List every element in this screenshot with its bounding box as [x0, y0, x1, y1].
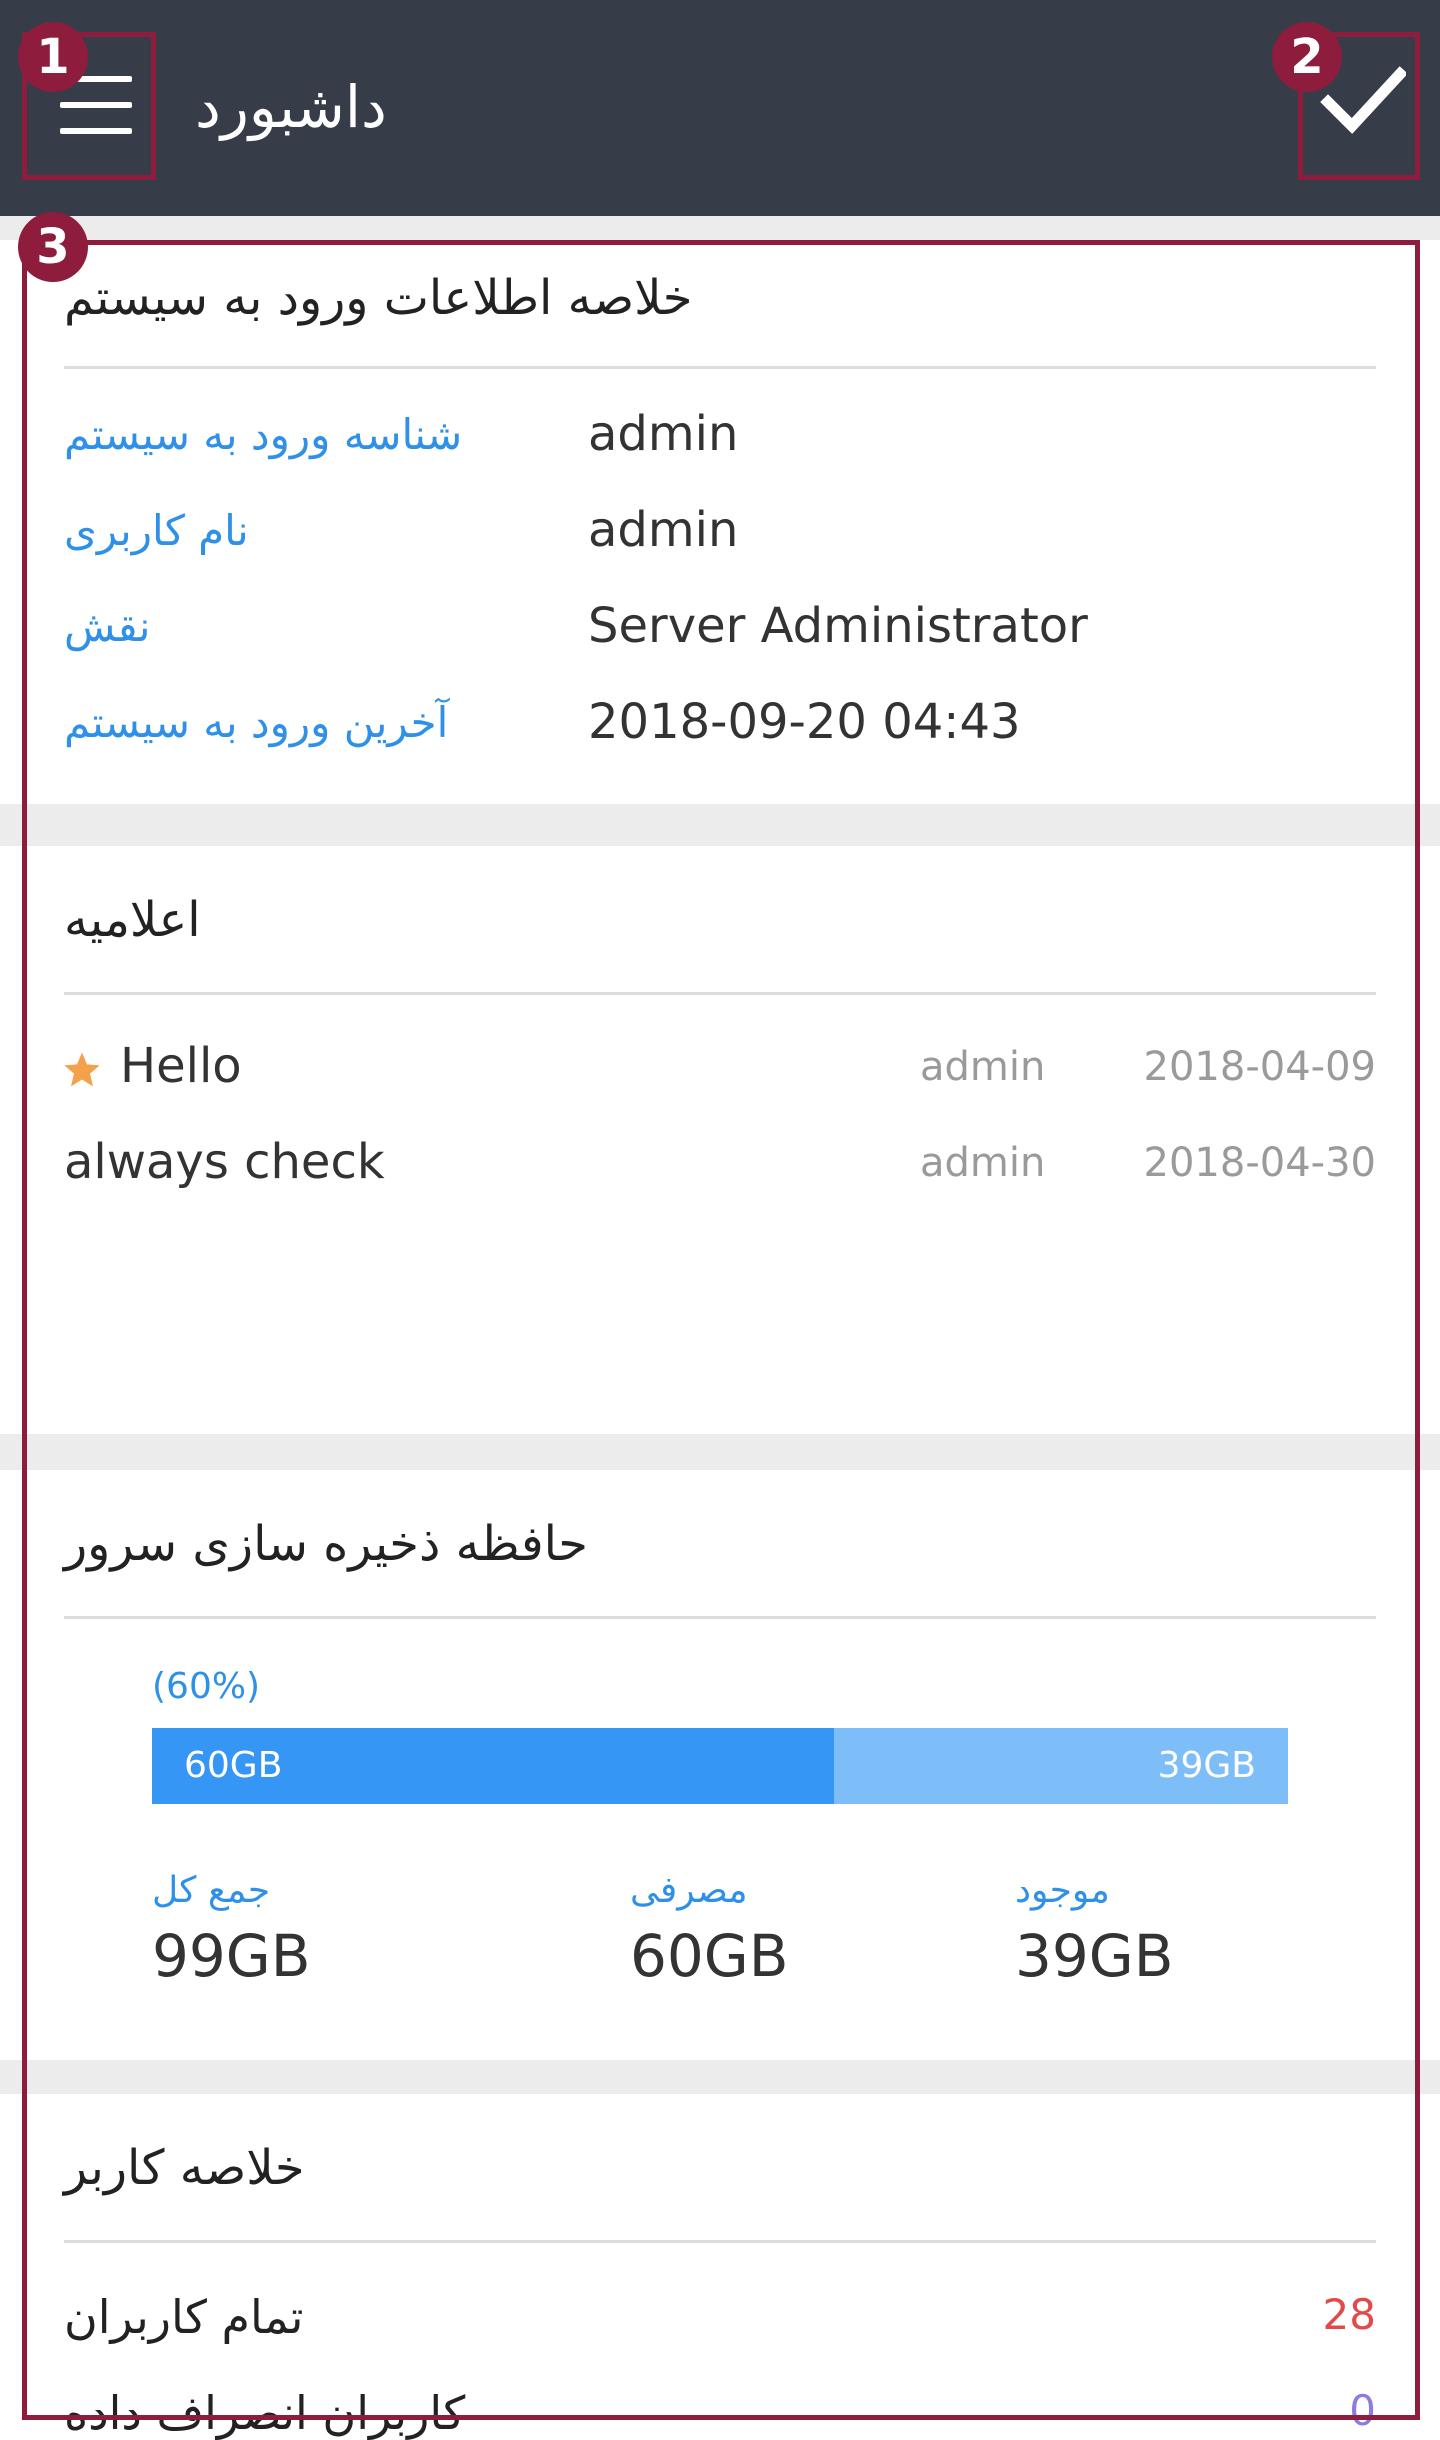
announcement-item-text[interactable]: Hello — [120, 1038, 242, 1094]
login-id-value: admin — [588, 406, 739, 462]
role-value: Server Administrator — [588, 598, 1088, 654]
withdrawn-users-label[interactable]: کاربران انصراف داده — [64, 2386, 466, 2440]
announcement-item-text[interactable]: always check — [64, 1134, 385, 1190]
page-title: داشبورد — [195, 73, 387, 141]
callout-box-content — [22, 240, 1420, 2420]
username-label: نام کاربری — [64, 506, 249, 555]
announcement-item-date: 2018-04-09 — [1143, 1044, 1376, 1090]
announcement-item-author: admin — [920, 1044, 1046, 1090]
used-storage-value: 60GB — [630, 1922, 789, 1990]
callout-badge: 1 — [18, 22, 88, 92]
announcement-item-author: admin — [920, 1140, 1046, 1186]
last-login-label: آخرین ورود به سیستم — [64, 698, 449, 747]
announcement-item-date: 2018-04-30 — [1143, 1140, 1376, 1186]
used-storage-label: مصرفی — [630, 1870, 748, 1911]
storage-used-bar-label: 60GB — [184, 1745, 283, 1786]
free-storage-label: موجود — [1015, 1870, 1110, 1911]
last-login-value: 2018-09-20 04:43 — [588, 694, 1021, 750]
withdrawn-users-count[interactable]: 0 — [1349, 2386, 1376, 2435]
callout-badge: 2 — [1272, 22, 1342, 92]
login-summary-title: خلاصه اطلاعات ورود به سیستم — [64, 270, 693, 326]
role-label: نقش — [64, 602, 151, 651]
server-storage-title: حافظه ذخیره سازی سرور — [64, 1516, 588, 1572]
app-header — [0, 0, 1440, 216]
total-storage-value: 99GB — [152, 1922, 311, 1990]
all-users-count[interactable]: 28 — [1322, 2290, 1376, 2339]
user-summary-title: خلاصه کاربر — [64, 2140, 305, 2196]
callout-badge: 3 — [18, 212, 88, 282]
login-id-label: شناسه ورود به سیستم — [64, 410, 463, 459]
total-storage-label: جمع کل — [152, 1870, 271, 1911]
storage-percent: (60%) — [152, 1666, 261, 1707]
username-value: admin — [588, 502, 739, 558]
announcements-title: اعلامیه — [64, 892, 201, 948]
all-users-label[interactable]: تمام کاربران — [64, 2290, 304, 2344]
free-storage-value: 39GB — [1015, 1922, 1174, 1990]
storage-free-bar-label: 39GB — [1157, 1745, 1256, 1786]
